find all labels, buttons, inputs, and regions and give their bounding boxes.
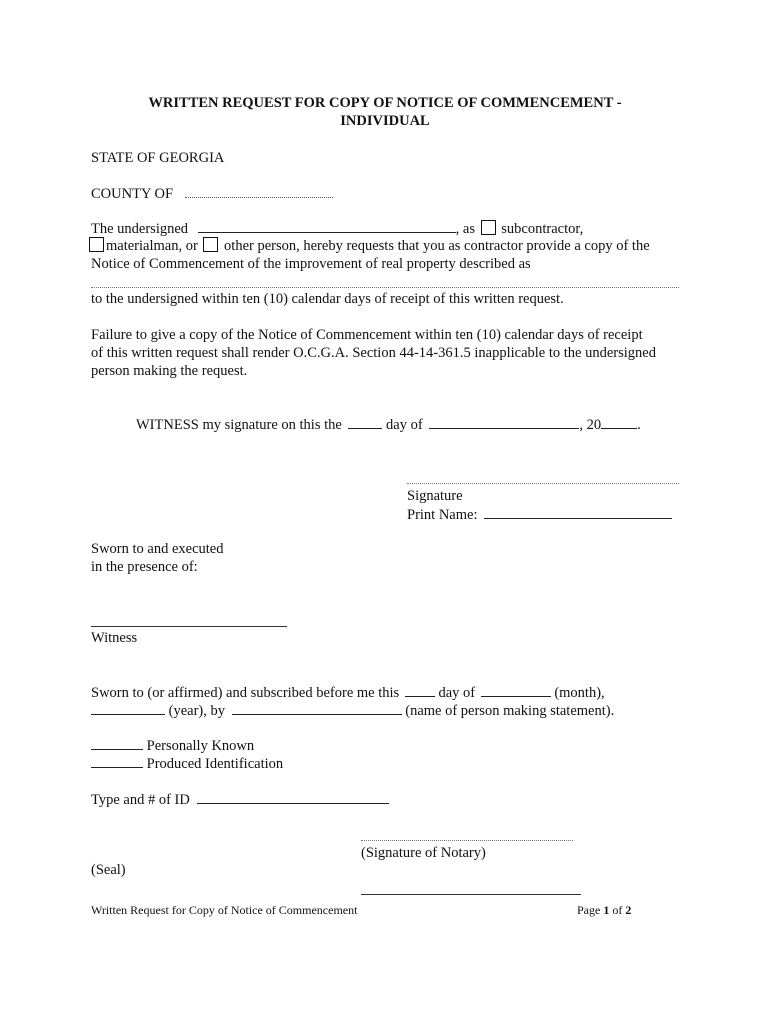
para1-end: to the undersigned within ten (10) calendar days of receipt of this written request. bbox=[91, 291, 564, 307]
para2-line1: Failure to give a copy of the Notice of Commencement within ten (10) calendar days of receipt bbox=[91, 327, 643, 343]
print-name-label: Print Name: bbox=[407, 507, 478, 523]
notary-line1 bbox=[91, 683, 605, 702]
county-field[interactable] bbox=[185, 184, 333, 198]
other-person-label: other person, hereby requests that you as contractor provide a copy of the bbox=[224, 238, 650, 254]
witness-year-field[interactable] bbox=[601, 415, 637, 429]
produced-id-label: Produced Identification bbox=[146, 756, 284, 772]
sworn-line1: Sworn to and executed bbox=[91, 541, 224, 557]
notary-month-field[interactable] bbox=[481, 683, 551, 697]
materialman-line bbox=[89, 237, 650, 255]
notary-person-name-field[interactable] bbox=[232, 701, 402, 715]
materialman-label: materialman, or bbox=[106, 238, 198, 254]
personally-known-label: Personally Known bbox=[146, 738, 255, 754]
footer-title: Written Request for Copy of Notice of Commencement bbox=[91, 903, 358, 917]
notary-line1-b: day of bbox=[438, 685, 476, 701]
para1-line3: Notice of Commencement of the improvement of real property described as bbox=[91, 256, 531, 272]
county-label: COUNTY OF bbox=[91, 186, 174, 202]
page-word: Page bbox=[577, 903, 601, 917]
witness-prefix: WITNESS my signature on this the bbox=[136, 417, 342, 433]
notary-line1-a: Sworn to (or affirmed) and subscribed before me this bbox=[91, 685, 400, 701]
other-person-checkbox[interactable] bbox=[203, 237, 218, 252]
witness-day-field[interactable] bbox=[348, 415, 382, 429]
witness-signature-line bbox=[136, 415, 641, 434]
property-description-field[interactable] bbox=[91, 287, 679, 288]
document-title-line2: INDIVIDUAL bbox=[340, 113, 430, 129]
print-name-row bbox=[407, 505, 672, 524]
para2-line2: of this written request shall render O.C.G.A. Section 44-14-361.5 inapplicable to the undersigned bbox=[91, 345, 656, 361]
materialman-checkbox[interactable] bbox=[89, 237, 104, 252]
notary-name-field[interactable] bbox=[361, 894, 581, 895]
signature-of-notary-label: (Signature of Notary) bbox=[361, 845, 486, 861]
subcontractor-checkbox[interactable] bbox=[481, 220, 496, 235]
witness-signature-field[interactable] bbox=[91, 626, 287, 627]
notary-line2-a: (year), by bbox=[168, 703, 225, 719]
undersigned-line bbox=[91, 219, 583, 238]
undersigned-name-field[interactable] bbox=[198, 219, 456, 233]
seal-label: (Seal) bbox=[91, 862, 126, 878]
type-id-row bbox=[91, 790, 389, 809]
undersigned-label: The undersigned bbox=[91, 221, 189, 237]
witness-label: Witness bbox=[91, 630, 138, 646]
notary-line1-c: (month), bbox=[554, 685, 605, 701]
document-title-line1: WRITTEN REQUEST FOR COPY OF NOTICE OF COMMENCEMENT - bbox=[148, 95, 622, 111]
personally-known-field[interactable] bbox=[91, 736, 143, 750]
as-label: , as bbox=[455, 221, 476, 237]
witness-year-prefix: , 20 bbox=[579, 417, 602, 433]
produced-id-field[interactable] bbox=[91, 754, 143, 768]
notary-day-field[interactable] bbox=[405, 683, 435, 697]
para2-line3: person making the request. bbox=[91, 363, 248, 379]
county-row bbox=[91, 184, 333, 203]
type-id-label: Type and # of ID bbox=[91, 792, 190, 808]
produced-id-row bbox=[91, 754, 283, 773]
notary-signature-field[interactable] bbox=[361, 840, 573, 841]
notary-line2-b: (name of person making statement). bbox=[405, 703, 615, 719]
witness-end: . bbox=[637, 417, 641, 433]
witness-day-of: day of bbox=[386, 417, 423, 433]
type-id-field[interactable] bbox=[197, 790, 389, 804]
signature-label: Signature bbox=[407, 488, 463, 504]
page-of: of bbox=[612, 903, 623, 917]
notary-line2 bbox=[91, 701, 614, 720]
page-total: 2 bbox=[625, 903, 632, 917]
personally-known-row bbox=[91, 736, 254, 755]
state-label: STATE OF GEORGIA bbox=[91, 150, 225, 166]
page-number bbox=[577, 901, 631, 919]
page-current: 1 bbox=[603, 903, 610, 917]
signature-field[interactable] bbox=[407, 483, 679, 484]
notary-year-field[interactable] bbox=[91, 701, 165, 715]
subcontractor-label: subcontractor, bbox=[501, 221, 584, 237]
print-name-field[interactable] bbox=[484, 505, 672, 519]
sworn-line2: in the presence of: bbox=[91, 559, 198, 575]
witness-month-field[interactable] bbox=[429, 415, 579, 429]
